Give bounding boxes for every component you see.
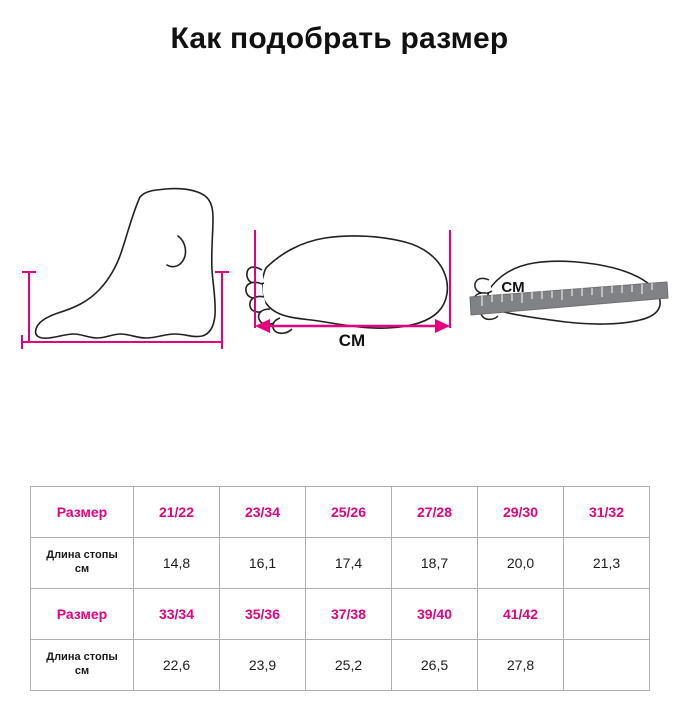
top-view-arrow-right xyxy=(435,319,450,333)
foot-measurement-illustration xyxy=(0,150,679,410)
page-title: Как подобрать размер xyxy=(170,22,509,55)
ruler-toe-1 xyxy=(475,278,492,293)
size-cell: 25/26 xyxy=(306,487,392,538)
size-cell: 27/28 xyxy=(392,487,478,538)
row-header-size-1: Размер xyxy=(31,487,134,538)
length-cell: 14,8 xyxy=(134,538,220,589)
row-header-length-2 xyxy=(31,640,134,691)
length-cell: 20,0 xyxy=(478,538,564,589)
length-cell: 22,6 xyxy=(134,640,220,691)
row-header-length-line2: см xyxy=(74,563,90,575)
size-cell-empty xyxy=(564,589,650,640)
size-cell: 41/42 xyxy=(478,589,564,640)
table-row-length-1 xyxy=(31,538,650,589)
table-row-length-2 xyxy=(31,640,650,691)
side-view-foot-outline xyxy=(36,189,216,339)
size-cell: 29/30 xyxy=(478,487,564,538)
row-header-size-2: Размер xyxy=(31,589,134,640)
length-cell: 18,7 xyxy=(392,538,478,589)
row-header-length-line1: Длина стопы xyxy=(46,651,118,664)
size-cell: 23/34 xyxy=(220,487,306,538)
size-table-container xyxy=(30,486,650,691)
size-cell: 37/38 xyxy=(306,589,392,640)
length-cell: 23,9 xyxy=(220,640,306,691)
length-cell-empty xyxy=(564,640,650,691)
ruler-on-foot-group xyxy=(470,261,668,324)
row-header-length-line2: см xyxy=(74,665,90,677)
top-view-foot-outline xyxy=(262,236,447,328)
size-cell: 35/36 xyxy=(220,589,306,640)
top-view-foot-group xyxy=(246,230,450,350)
ruler-cm-label: CM xyxy=(501,279,525,296)
length-cell: 16,1 xyxy=(220,538,306,589)
size-cell: 33/34 xyxy=(134,589,220,640)
row-header-length-line1: Длина стопы xyxy=(46,549,118,562)
length-cell: 25,2 xyxy=(306,640,392,691)
length-cell: 27,8 xyxy=(478,640,564,691)
table-row-size-1 xyxy=(31,487,650,538)
size-cell: 21/22 xyxy=(134,487,220,538)
size-table xyxy=(30,486,650,691)
side-view-foot-group xyxy=(22,189,229,349)
size-cell: 31/32 xyxy=(564,487,650,538)
table-row-size-2 xyxy=(31,589,650,640)
size-cell: 39/40 xyxy=(392,589,478,640)
length-cell: 21,3 xyxy=(564,538,650,589)
length-cell: 17,4 xyxy=(306,538,392,589)
length-cell: 26,5 xyxy=(392,640,478,691)
top-view-cm-label: CM xyxy=(338,331,366,350)
row-header-length-1 xyxy=(31,538,134,589)
